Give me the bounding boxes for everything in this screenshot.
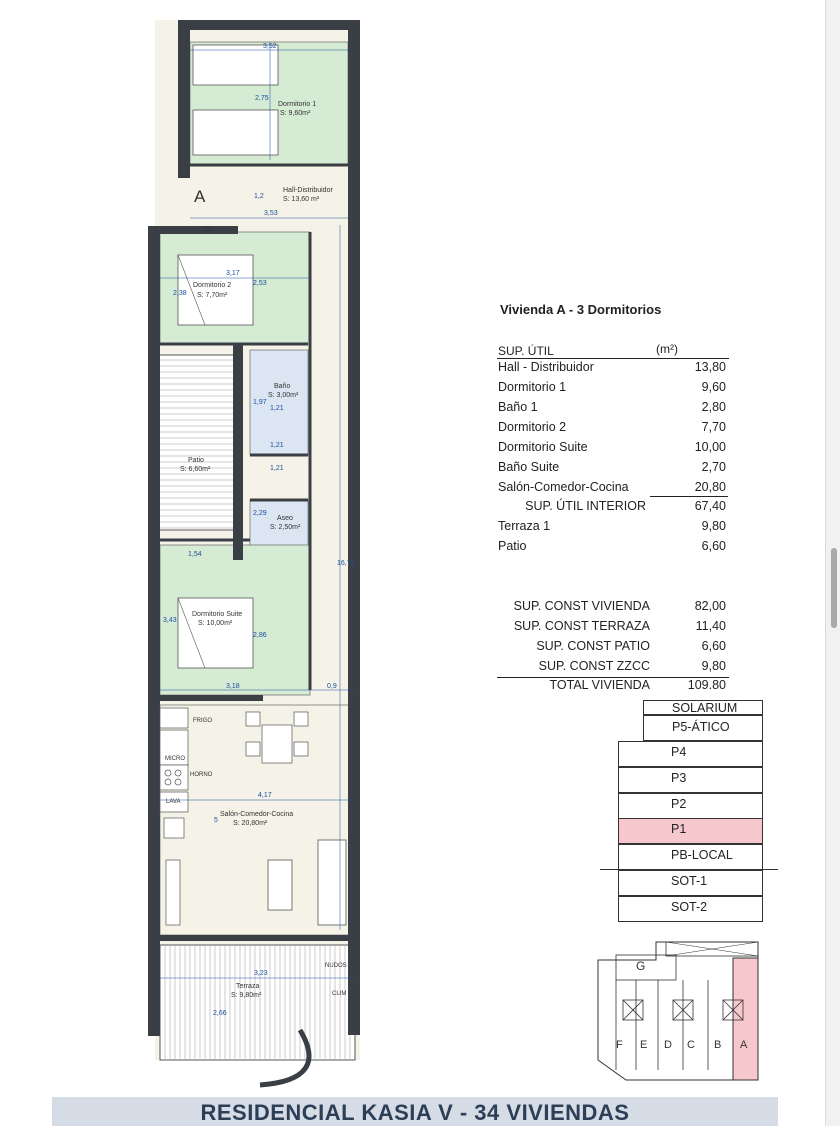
- floor-level-label: P2: [671, 797, 687, 811]
- floor-level-label: P5-ÁTICO: [672, 720, 730, 734]
- site-block-letter: D: [664, 1039, 672, 1051]
- site-block-letter: A: [740, 1039, 748, 1051]
- dim-1-54: 1,54: [188, 551, 202, 558]
- area-row: [498, 440, 726, 458]
- room-area-dorm1: S: 9,60m²: [280, 110, 311, 117]
- unit-marker: A: [194, 187, 206, 206]
- room-name-dorm1: Dormitorio 1: [278, 101, 317, 108]
- area-row-value: 10,00: [694, 440, 726, 454]
- const-row-value: 11,40: [695, 619, 726, 633]
- dim-3-17: 3,17: [226, 270, 240, 277]
- floor-level: [618, 767, 763, 793]
- dim-1-21-a: 1,21: [270, 405, 284, 412]
- fixture-lava: LAVA: [166, 799, 181, 805]
- dim-2-38: 2,38: [173, 290, 187, 297]
- dim-3-23: 3,23: [254, 970, 268, 977]
- const-row-label: SUP. CONST ZZCC: [538, 659, 650, 673]
- room-name-bano: Baño: [274, 383, 291, 390]
- area-row-value: 13,80: [694, 360, 726, 374]
- const-row-label: SUP. CONST TERRAZA: [513, 619, 650, 633]
- area-row: [498, 380, 726, 398]
- site-plan: [596, 940, 780, 1090]
- const-row: [498, 599, 726, 617]
- floor-level: [643, 715, 763, 741]
- area-row-value: 7,70: [701, 420, 726, 434]
- extra-row-value: 6,60: [701, 539, 726, 553]
- room-area-terraza: S: 9,80m²: [231, 992, 262, 999]
- dim-5: 5: [214, 817, 218, 824]
- dim-2-53: 2,53: [253, 280, 267, 287]
- room-name-dorm2: Dormitorio 2: [193, 282, 232, 289]
- area-row-label: Baño 1: [498, 400, 538, 414]
- fixture-clim: CLIM: [332, 991, 347, 997]
- room-name-aseo: Aseo: [277, 515, 293, 522]
- room-name-salon: Salón-Comedor-Cocina: [220, 811, 294, 818]
- interior-rule: [650, 496, 728, 497]
- area-row-label: Salón-Comedor-Cocina: [498, 480, 629, 494]
- room-area-dorm2: S: 7,70m²: [197, 292, 228, 299]
- table-title: Vivienda A - 3 Dormitorios: [500, 302, 662, 317]
- dim-3-18: 3,18: [226, 683, 240, 690]
- header-rule: [497, 358, 729, 359]
- room-patio: [155, 355, 240, 530]
- dim-3-43: 3,43: [163, 617, 177, 624]
- block-a-highlight: [733, 958, 758, 1080]
- interior-label: SUP. ÚTIL INTERIOR: [525, 499, 646, 513]
- area-row-label: Dormitorio Suite: [498, 440, 588, 454]
- site-block-letter: F: [616, 1039, 623, 1051]
- const-row-label: SUP. CONST VIVIENDA: [513, 599, 650, 613]
- room-area-aseo: S: 2,50m²: [270, 524, 301, 531]
- const-row: [498, 619, 726, 637]
- dim-1-2: 1,2: [254, 193, 264, 200]
- area-row: [498, 360, 726, 378]
- scrollbar-thumb[interactable]: [831, 548, 837, 628]
- dim-16-71: 16,71: [337, 560, 355, 567]
- const-row-label: SUP. CONST PATIO: [536, 639, 650, 653]
- fixture-frigo: FRIGO: [193, 718, 212, 724]
- ground-line: [600, 869, 778, 870]
- room-area-hall: S: 13,60 m²: [283, 196, 320, 203]
- floor-level-label: P1: [671, 822, 687, 836]
- floor-level: [618, 896, 763, 922]
- room-area-salon: S: 20,80m²: [233, 820, 268, 827]
- floor-level: [618, 844, 763, 870]
- area-row: [498, 460, 726, 478]
- room-area-bano: S: 3,00m²: [268, 392, 299, 399]
- floor-level-label: SOLARIUM: [672, 701, 738, 715]
- floor-level: [618, 818, 763, 844]
- const-row-value: 6,60: [701, 639, 726, 653]
- const-row: [498, 659, 726, 677]
- dim-1-21-c: 1,21: [270, 465, 284, 472]
- project-title-banner: RESIDENCIAL KASIA V - 34 VIVIENDAS: [52, 1097, 778, 1126]
- floor-level-label: P4: [671, 745, 687, 759]
- floor-level: [643, 700, 763, 715]
- dim-0-9: 0,9: [327, 683, 337, 690]
- site-block-letter: B: [714, 1039, 722, 1051]
- dim-3-52: 3,52: [263, 43, 277, 50]
- dim-4-17: 4,17: [258, 792, 272, 799]
- dim-1-21-b: 1,21: [270, 442, 284, 449]
- room-name-suite: Dormitorio Suite: [192, 611, 243, 618]
- block-g-label: G: [636, 959, 646, 973]
- floor-level-label: P3: [671, 771, 687, 785]
- extra-row-value: 9,80: [701, 519, 726, 533]
- room-area-suite: S: 10,00m²: [198, 620, 233, 627]
- fixture-micro: MICRO: [165, 756, 185, 762]
- total-row: [498, 678, 726, 696]
- area-row-label: Baño Suite: [498, 460, 560, 474]
- extra-row: [498, 519, 726, 537]
- area-row-label: Hall - Distribuidor: [498, 360, 594, 374]
- dim-1-97: 1,97: [253, 399, 267, 406]
- const-row: [498, 639, 726, 657]
- interior-value: 67,40: [694, 499, 726, 513]
- room-name-terraza: Terraza: [236, 983, 260, 990]
- dim-2-86: 2,86: [253, 632, 267, 639]
- area-row-label: Dormitorio 1: [498, 380, 567, 394]
- dim-2-29: 2,29: [253, 510, 267, 517]
- col-unit: (m²): [656, 342, 678, 356]
- extra-row-label: Terraza 1: [498, 519, 551, 533]
- site-block-letter: E: [640, 1039, 648, 1051]
- fixture-horno: HORNO: [190, 772, 213, 778]
- area-row-value: 2,80: [701, 400, 726, 414]
- site-block-letter: C: [687, 1039, 695, 1051]
- extra-row: [498, 539, 726, 557]
- col-label: SUP. ÚTIL: [498, 344, 554, 358]
- fixture-nudos: NUDOS: [325, 963, 347, 969]
- floor-level-label: SOT-1: [671, 874, 708, 888]
- floor-level: [618, 741, 763, 767]
- area-row-value: 2,70: [701, 460, 726, 474]
- room-name-patio: Patio: [188, 457, 204, 464]
- total-label: TOTAL VIVIENDA: [549, 678, 650, 692]
- area-row-label: Dormitorio 2: [498, 420, 567, 434]
- room-area-patio: S: 6,60m²: [180, 466, 211, 473]
- floor-level-label: PB-LOCAL: [671, 848, 733, 862]
- floor-level: [618, 870, 763, 896]
- floor-level: [618, 793, 763, 819]
- extra-row-label: Patio: [498, 539, 527, 553]
- area-row: [498, 420, 726, 438]
- room-name-hall: Hall-Distribuidor: [283, 187, 333, 194]
- floor-level-label: SOT-2: [671, 900, 708, 914]
- fixture-ce: CE: [204, 227, 213, 233]
- dim-3-53: 3,53: [264, 210, 278, 217]
- dim-2-66: 2,66: [213, 1010, 227, 1017]
- dim-2-75: 2,75: [255, 95, 269, 102]
- area-row: [498, 400, 726, 418]
- const-row-value: 9,80: [701, 659, 726, 673]
- interior-row: [498, 499, 726, 517]
- total-value: 109.80: [687, 678, 726, 692]
- area-row-value: 20,80: [694, 480, 726, 494]
- area-row-value: 9,60: [701, 380, 726, 394]
- const-row-value: 82,00: [694, 599, 726, 613]
